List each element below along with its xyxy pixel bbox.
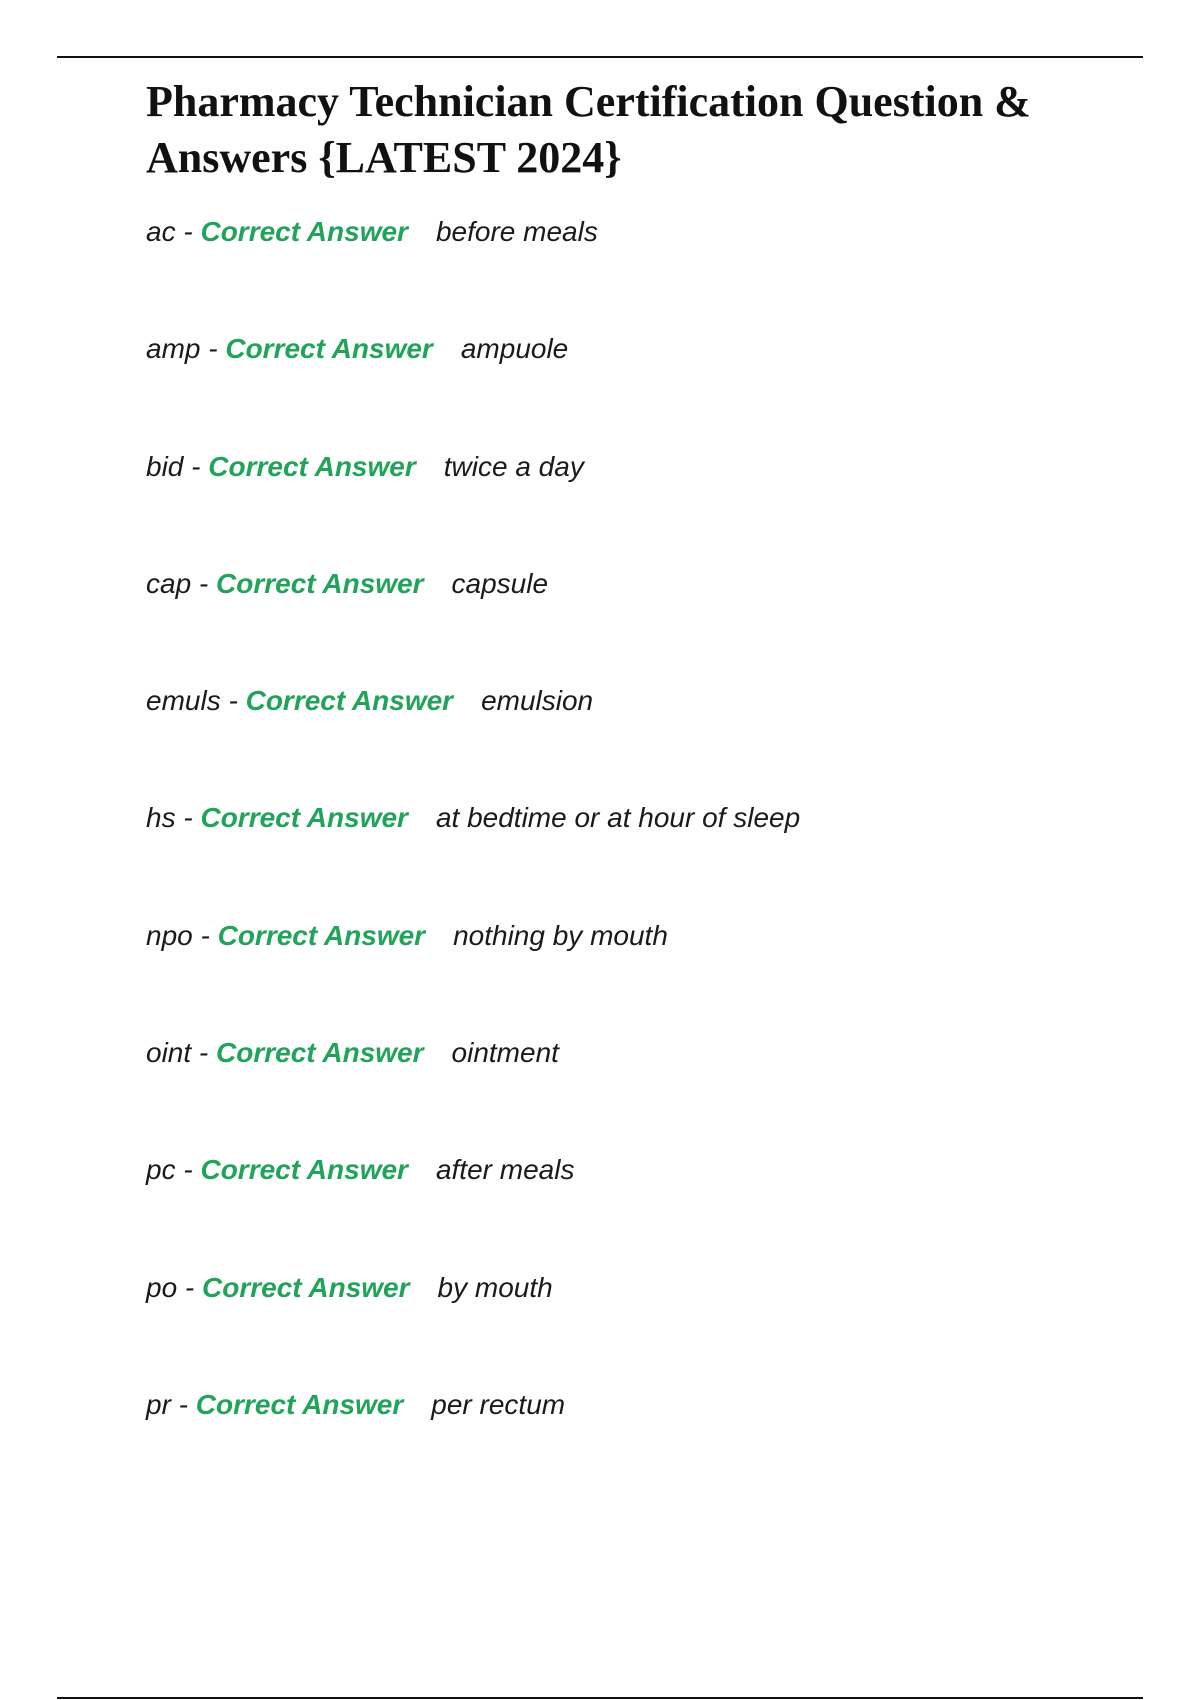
qa-separator: - [220,685,246,717]
qa-term: pc [146,1154,176,1186]
qa-answer: ampuole [460,333,569,365]
qa-term: hs [146,802,176,834]
qa-item [146,796,1126,913]
qa-item [146,679,1126,796]
qa-separator: - [183,450,209,482]
correct-answer-label: Correct Answer [200,802,408,834]
qa-separator: - [191,1037,217,1069]
qa-answer: capsule [451,567,549,599]
qa-item [146,562,1126,679]
correct-answer-label: Correct Answer [216,567,424,599]
qa-answer: after meals [435,1154,575,1186]
qa-term: emuls [146,685,221,717]
bottom-rule [57,1697,1143,1699]
qa-answer: by mouth [437,1271,553,1303]
qa-separator: - [175,802,201,834]
qa-item [146,914,1126,1031]
qa-term: cap [146,567,192,599]
correct-answer-label: Correct Answer [216,1037,424,1069]
qa-term: oint [146,1037,192,1069]
qa-item [146,1383,1126,1500]
page-title: Pharmacy Technician Certification Question & Answers {LATEST 2024} [146,77,1031,182]
qa-answer: at bedtime or at hour of sleep [435,802,801,834]
qa-term: ac [146,216,176,247]
top-rule [57,56,1143,58]
correct-answer-label: Correct Answer [200,216,408,247]
correct-answer-label: Correct Answer [202,1271,410,1303]
qa-separator: - [191,567,217,599]
qa-separator: - [175,1154,201,1186]
qa-separator: - [177,1271,203,1303]
qa-term: bid [146,450,184,482]
qa-answer: nothing by mouth [453,919,668,951]
qa-item [146,1148,1126,1265]
qa-item [146,327,1126,444]
qa-answer: before meals [435,216,598,247]
correct-answer-label: Correct Answer [245,685,454,717]
qa-term: npo [146,919,193,951]
qa-term: pr [146,1388,171,1420]
qa-item [146,445,1126,562]
qa-separator: - [200,333,226,365]
qa-separator: - [170,1388,196,1420]
correct-answer-label: Correct Answer [200,1154,408,1186]
qa-term: amp [146,333,201,365]
qa-item [146,1031,1126,1148]
qa-item [146,1266,1126,1383]
qa-item [146,210,1126,327]
qa-answer: twice a day [443,450,584,482]
qa-separator: - [175,216,201,247]
qa-answer: per rectum [431,1388,566,1420]
qa-term: po [146,1271,178,1303]
correct-answer-label: Correct Answer [208,450,416,482]
correct-answer-label: Correct Answer [195,1388,404,1420]
qa-separator: - [192,919,218,951]
correct-answer-label: Correct Answer [217,919,426,951]
qa-list [146,210,1126,1500]
qa-answer: ointment [451,1037,559,1069]
correct-answer-label: Correct Answer [225,333,433,365]
qa-answer: emulsion [481,685,594,717]
